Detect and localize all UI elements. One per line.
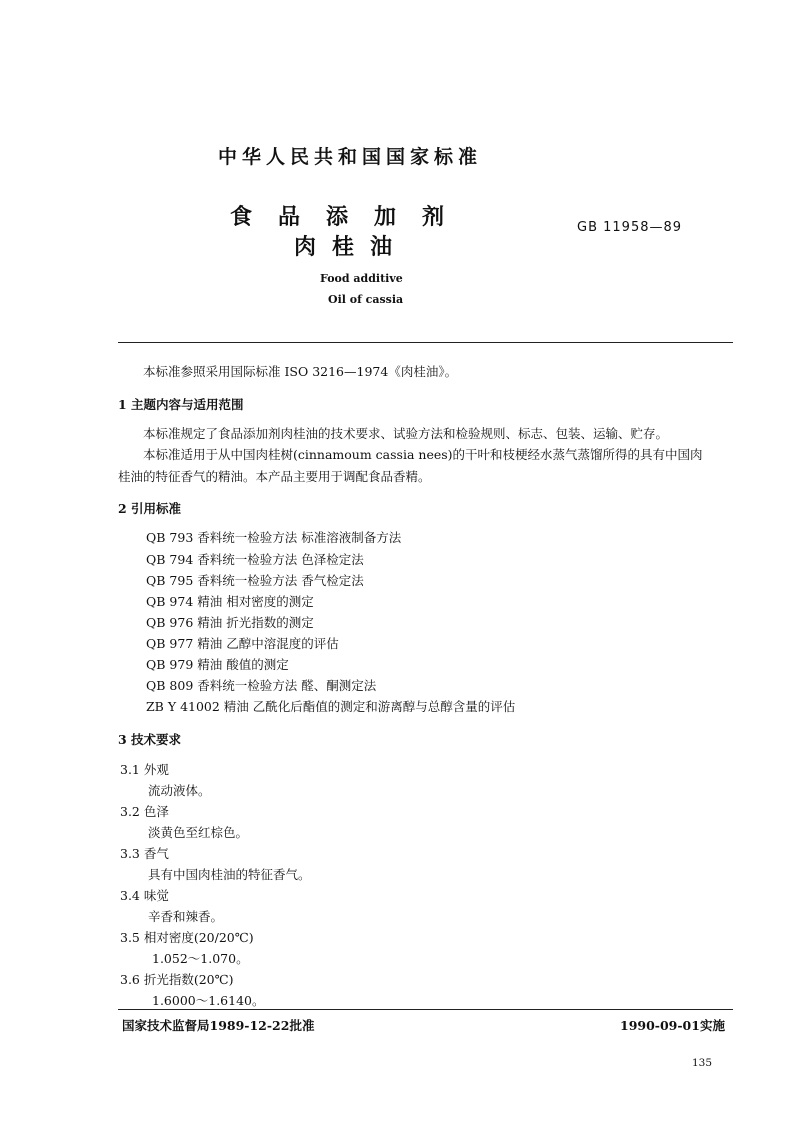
requirement-label: 3.4 味觉 bbox=[120, 888, 169, 903]
requirement-value: 具有中国肉桂油的特征香气。 bbox=[148, 867, 311, 882]
requirement-value: 流动液体。 bbox=[148, 783, 211, 798]
section1-heading: 1 主题内容与适用范围 bbox=[118, 397, 244, 412]
requirement-label: 3.6 折光指数(20℃) bbox=[120, 972, 234, 987]
effective-date: 1990-09-01实施 bbox=[620, 1018, 725, 1033]
reference-item: QB 793 香料统一检验方法 标准溶液制备方法 bbox=[146, 530, 402, 545]
section1-paragraph1: 本标准规定了食品添加剂肉桂油的技术要求、试验方法和检验规则、标志、包装、运输、贮存。 bbox=[143, 426, 669, 441]
requirement-value: 辛香和辣香。 bbox=[148, 909, 224, 924]
reference-item: QB 979 精油 酸值的测定 bbox=[146, 657, 289, 672]
requirement-label: 3.1 外观 bbox=[120, 762, 169, 777]
requirement-value: 淡黄色至红棕色。 bbox=[148, 825, 249, 840]
reference-item: QB 809 香料统一检验方法 醛、酮测定法 bbox=[146, 678, 377, 693]
reference-item: QB 795 香料统一检验方法 香气检定法 bbox=[146, 573, 364, 588]
requirement-label: 3.5 相对密度(20/20℃) bbox=[120, 930, 254, 945]
requirement-label: 3.3 香气 bbox=[120, 846, 169, 861]
document-title-line2: 肉桂油 bbox=[294, 235, 409, 260]
requirement-label: 3.2 色泽 bbox=[120, 804, 169, 819]
footer-divider bbox=[118, 1009, 733, 1010]
english-title-line2: Oil of cassia bbox=[328, 293, 404, 306]
intro-paragraph: 本标准参照采用国际标准 ISO 3216—1974《肉桂油》。 bbox=[143, 364, 458, 379]
requirement-value: 1.6000～1.6140。 bbox=[152, 993, 265, 1008]
section2-heading: 2 引用标准 bbox=[118, 501, 182, 516]
reference-item: QB 794 香料统一检验方法 色泽检定法 bbox=[146, 552, 364, 567]
section3-heading: 3 技术要求 bbox=[118, 732, 182, 747]
standard-code: GB 11958—89 bbox=[577, 220, 683, 235]
section1-paragraph2-line1: 本标准适用于从中国肉桂树(cinnamoum cassia nees)的干叶和枝梗经水蒸气蒸馏所得的具有中国肉 bbox=[143, 447, 703, 462]
header-divider bbox=[118, 342, 733, 343]
reference-item: QB 974 精油 相对密度的测定 bbox=[146, 594, 314, 609]
section1-paragraph2-line2: 桂油的特征香气的精油。本产品主要用于调配食品香精。 bbox=[118, 469, 431, 484]
reference-item: ZB Y 41002 精油 乙酰化后酯值的测定和游离醇与总醇含量的评估 bbox=[146, 699, 516, 714]
reference-item: QB 976 精油 折光指数的测定 bbox=[146, 615, 314, 630]
requirement-value: 1.052～1.070。 bbox=[152, 951, 249, 966]
page-number: 135 bbox=[692, 1057, 713, 1069]
issuing-body: 中华人民共和国国家标准 bbox=[218, 146, 483, 168]
document-title-line1: 食品添加剂 bbox=[230, 205, 471, 230]
approval-date: 国家技术监督局1989-12-22批准 bbox=[122, 1018, 315, 1033]
reference-item: QB 977 精油 乙醇中溶混度的评估 bbox=[146, 636, 339, 651]
english-title-line1: Food additive bbox=[320, 272, 403, 285]
